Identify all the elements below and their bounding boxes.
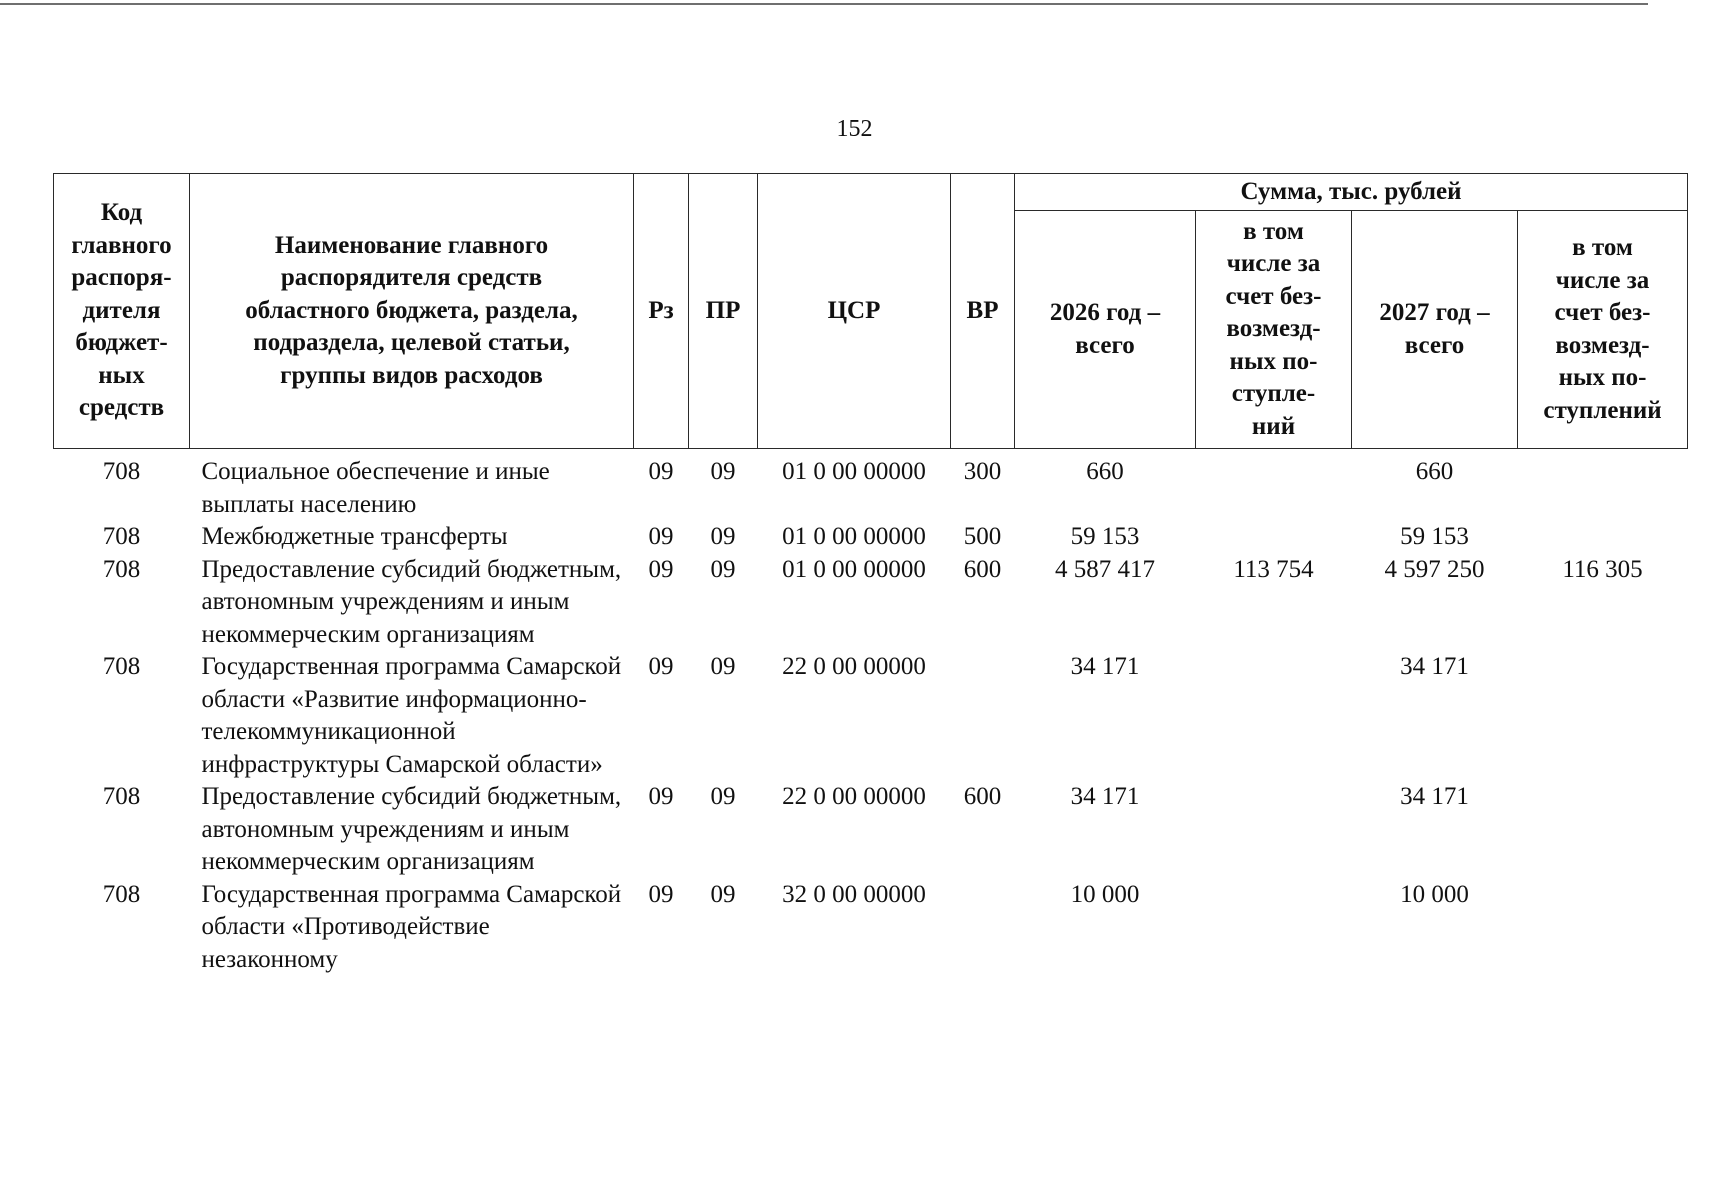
col-header-2026-total: 2026 год – всего xyxy=(1015,211,1196,449)
table-row xyxy=(54,781,1688,879)
table-row xyxy=(54,879,1688,977)
rz-cell: 09 xyxy=(648,880,674,908)
pr-cell: 09 xyxy=(710,458,736,485)
pr-cell: 09 xyxy=(710,555,736,583)
code-cell: 708 xyxy=(102,880,141,908)
grants-2027-cell xyxy=(1518,781,1688,879)
csr-cell: 01 0 00 00000 xyxy=(782,523,926,550)
col-header-pr: ПР xyxy=(689,174,758,449)
code-cell: 708 xyxy=(102,523,141,550)
amount-2027-cell: 34 171 xyxy=(1400,783,1469,810)
col-header-rz: Рз xyxy=(634,174,689,449)
rz-cell: 09 xyxy=(648,783,674,810)
grants-2027-cell xyxy=(1518,879,1688,977)
vr-cell: 500 xyxy=(963,523,1002,550)
csr-cell: 32 0 00 00000 xyxy=(782,880,926,908)
amount-2027-cell: 59 153 xyxy=(1400,523,1469,550)
code-cell: 708 xyxy=(102,458,141,485)
csr-cell: 22 0 00 00000 xyxy=(782,783,926,810)
col-header-name: Наименование главного распорядителя средств областного бюджета, раздела, подраздела, целевой статьи, группы видов расходов xyxy=(190,174,634,449)
amount-2027-cell: 10 000 xyxy=(1400,880,1469,908)
vr-cell: 600 xyxy=(963,783,1002,810)
rz-cell: 09 xyxy=(648,523,674,550)
grants-2027-cell: 116 305 xyxy=(1562,555,1643,583)
rz-cell: 09 xyxy=(648,653,674,680)
csr-cell: 22 0 00 00000 xyxy=(782,653,926,680)
code-cell: 708 xyxy=(102,653,141,680)
table-row xyxy=(54,554,1688,652)
rz-cell: 09 xyxy=(648,458,674,485)
col-header-2027-total: 2027 год – всего xyxy=(1352,211,1518,449)
grants-2026-cell xyxy=(1196,521,1352,554)
vr-cell: 300 xyxy=(963,458,1002,485)
table-row xyxy=(54,449,1688,522)
amount-2026-cell: 10 000 xyxy=(1070,880,1140,908)
amount-2027-cell: 660 xyxy=(1415,458,1454,485)
grants-2027-cell xyxy=(1518,651,1688,781)
amount-2026-cell: 660 xyxy=(1086,458,1124,485)
col-header-2027-grants: в том числе за счет без- возмезд- ных по- ступлений xyxy=(1518,211,1688,449)
col-header-code: Код главного распоря- дителя бюджет- ных средств xyxy=(54,174,190,449)
pr-cell: 09 xyxy=(710,880,736,908)
budget-table xyxy=(53,173,1688,976)
amount-2026-cell: 4 587 417 xyxy=(1055,555,1155,583)
amount-2027-cell: 4 597 250 xyxy=(1384,555,1485,583)
rz-cell: 09 xyxy=(648,555,674,583)
pr-cell: 09 xyxy=(710,783,736,810)
name-cell: Предоставление субсидий бюджетным, автономным учреждениям и иным некоммерческим организациям xyxy=(201,555,622,648)
col-header-sum: Сумма, тыс. рублей xyxy=(1015,174,1688,211)
page-number: 152 xyxy=(836,116,873,142)
table-row xyxy=(54,651,1688,781)
table-row xyxy=(54,521,1688,554)
grants-2027-cell xyxy=(1518,449,1688,522)
table-body xyxy=(54,449,1688,977)
code-cell: 708 xyxy=(102,783,141,810)
vr-cell xyxy=(951,651,1015,781)
amount-2027-cell: 34 171 xyxy=(1400,653,1469,680)
col-header-vr: ВР xyxy=(951,174,1015,449)
code-cell: 708 xyxy=(102,555,141,583)
vr-cell xyxy=(951,879,1015,977)
amount-2026-cell: 34 171 xyxy=(1070,783,1140,810)
vr-cell: 600 xyxy=(963,555,1002,583)
grants-2027-cell xyxy=(1518,521,1688,554)
grants-2026-cell xyxy=(1196,879,1352,977)
csr-cell: 01 0 00 00000 xyxy=(782,458,926,485)
grants-2026-cell xyxy=(1196,781,1352,879)
pr-cell: 09 xyxy=(710,523,736,550)
top-rule xyxy=(0,3,1648,5)
name-cell: Межбюджетные трансферты xyxy=(201,523,508,550)
pr-cell: 09 xyxy=(710,653,736,680)
grants-2026-cell xyxy=(1196,651,1352,781)
name-cell: Социальное обеспечение и иные выплаты населению xyxy=(201,458,550,518)
grants-2026-cell xyxy=(1196,449,1352,522)
name-cell: Государственная программа Самарской области «Развитие информационно-телекоммуникационной инфраструктуры Самарской области» xyxy=(201,653,622,778)
amount-2026-cell: 34 171 xyxy=(1070,653,1140,680)
col-header-2026-grants: в том числе за счет без- возмезд- ных по- ступле- ний xyxy=(1196,211,1352,449)
col-header-csr: ЦСР xyxy=(758,174,951,449)
csr-cell: 01 0 00 00000 xyxy=(782,555,926,583)
name-cell: Предоставление субсидий бюджетным, автономным учреждениям и иным некоммерческим организациям xyxy=(201,783,622,875)
name-cell: Государственная программа Самарской области «Противодействие незаконному xyxy=(201,880,622,973)
amount-2026-cell: 59 153 xyxy=(1070,523,1140,550)
grants-2026-cell: 113 754 xyxy=(1233,555,1314,583)
